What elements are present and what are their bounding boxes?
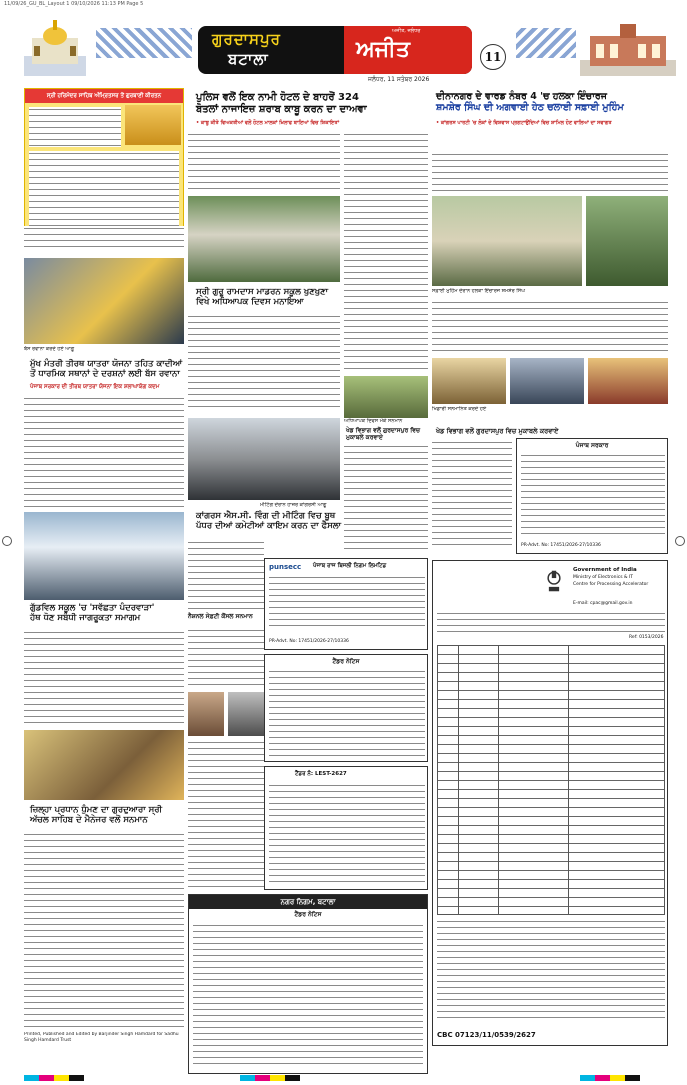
left-strip-text [24, 226, 184, 250]
gurdwara-headline-line2: ਅੱਚਲ ਸਾਹਿਬ ਦੇ ਮੈਨੇਜਰ ਵਲੋਂ ਸਨਮਾਨ [30, 814, 148, 825]
minister-story-text [24, 396, 184, 508]
ward-headline-line1: ਦੀਨਾਨਗਰ ਦੇ ਵਾਰਡ ਨੰਬਰ 4 'ਚ ਹਲਕਾ ਇੰਚਾਰਜ [436, 91, 608, 102]
sports-dept-headline: ਖੇਡ ਵਿਭਾਗ ਵਲੋਂ ਗੁਰਦਾਸਪੁਰ ਵਿਚ ਮੁਕਾਬਲੇ ਕਰਵਾਏ [436, 427, 559, 435]
govt-ministry: Ministry of Electronics & IT [573, 575, 634, 580]
ward-headline-line2: ਸ਼ਮਸ਼ੇਰ ਸਿੰਘ ਦੀ ਅਗਵਾਈ ਹੇਠ ਚਲਾਈ ਸਫ਼ਾਈ ਮੁਹਿੰਮ [436, 101, 624, 113]
congress-photo-caption: ਮੀਟਿੰਗ ਦੌਰਾਨ ਹਾਜ਼ਰ ਕਾਂਗਰਸੀ ਆਗੂ [260, 502, 327, 508]
govt-email: E-mail: cpac@gmail.gov.in [573, 601, 633, 606]
school-headline [196, 288, 346, 308]
color-calibration-bar-center [240, 1075, 300, 1081]
safety-headline: ਨੈਸ਼ਨਲ ਸੇਫ਼ਟੀ ਕੌਂਸਲ ਸਨਮਾਨ [188, 613, 253, 620]
punsecc-title: ਪੰਜਾਬ ਰਾਜ ਬਿਜਲੀ ਨਿਗਮ ਲਿਮਟਿਡ [313, 563, 387, 569]
event-photo-1 [432, 358, 506, 404]
cleanup-drive-photo-1 [432, 196, 582, 286]
punjab-sarkar-ad [516, 438, 668, 554]
hotel-story-text-2 [344, 132, 428, 372]
ward-headline [436, 92, 668, 114]
nagar-nigam-subtitle: ਟੈਂਡਰ ਨੋਟਿਸ [294, 911, 322, 918]
ward-story-text-2 [432, 300, 668, 354]
teachers-day-caption: ਅਧਿਆਪਕ ਦਿਵਸ ਮੌਕੇ ਸਨਮਾਨ [344, 418, 403, 424]
event-photo-2 [510, 358, 584, 404]
logo-brand-small: ਅਜੀਤ, ਜਲੰਧਰ [392, 28, 421, 34]
cleanup-drive-photo-2 [586, 196, 668, 286]
building-illustration-right [580, 20, 676, 76]
group-photo-school [188, 196, 340, 282]
golden-temple-text [29, 107, 121, 147]
masthead [0, 8, 687, 83]
gurdwara-headline-line1: ਜ਼ਿਲ੍ਹਾ ਪ੍ਰਧਾਨ ਧੁੰਮਣ ਦਾ ਗੁਰਦੁਆਰਾ ਸ੍ਰੀ [30, 805, 163, 815]
logo-city-top: ਗੁਰਦਾਸਪੁਰ [212, 30, 281, 48]
nagar-nigam-text [193, 923, 423, 1069]
golden-temple-photo [125, 105, 181, 145]
ceremony-photo [24, 730, 184, 800]
person-portrait-photo [188, 692, 224, 736]
person-portrait-photo-2 [228, 692, 264, 736]
school-headline-line1: ਸ੍ਰੀ ਗੁਰੂ ਰਾਮਦਾਸ ਮਾਡਰਨ ਸਕੂਲ ਖੁਣਖੁਣਾ [196, 287, 329, 297]
gurdwara-headline [30, 806, 184, 826]
sports-caption: ਖਿਡਾਰੀ ਸਨਮਾਨਿਤ ਕਰਦੇ ਹੋਏ [432, 406, 487, 412]
golden-temple-box [24, 88, 184, 248]
printer-imprint: Printed, Published and Edited by Barjinder Singh Hamdard for Sadhu Singh Hamdard Trust [24, 1032, 179, 1043]
hotel-headline-line2: ਬੋਤਲਾਂ ਨਾਜਾਇਜ਼ ਸ਼ਰਾਬ ਕਾਬੂ ਕਰਨ ਦਾ ਦਾਅਵਾ [196, 103, 367, 115]
govt-title: Government of India [573, 567, 637, 573]
safety-story-text [188, 628, 264, 688]
lest-tender-ref: ਟੈਂਡਰ ਨੰ: LEST-2627 [295, 771, 347, 777]
hotel-story-text [188, 132, 340, 192]
tender-notice-title: ਟੈਂਡਰ ਨੋਟਿਸ [332, 658, 360, 665]
congress-headline-line2: ਪੱਧਰ ਦੀਆਂ ਕਮੇਟੀਆਂ ਕਾਇਮ ਕਰਨ ਦਾ ਫੈਸਲਾ [196, 520, 342, 531]
cleanliness-headline-line1: ਗੁੱਡਵਿਲ ਸਕੂਲ 'ਚ 'ਸਵੱਛਤਾ ਪੰਦਰਵਾੜਾ' [30, 603, 155, 613]
nagar-nigam-ad [188, 894, 428, 1074]
punjab-sarkar-text [521, 453, 665, 539]
lest-tender-ad [264, 766, 428, 890]
sports-headline: ਖੇਡ ਵਿਭਾਗ ਵਲੋਂ ਗੁਰਦਾਸਪੁਰ ਵਿਚ ਮੁਕਾਬਲੇ ਕਰਵਾਏ [346, 427, 421, 441]
ward-story-text [432, 152, 668, 192]
decorative-pattern-right [516, 28, 576, 58]
color-calibration-bar-left [24, 1075, 84, 1081]
minister-headline-line2: ਤੋਂ ਧਾਰਮਿਕ ਸਥਾਨਾਂ ਦੇ ਦਰਸ਼ਨਾਂ ਲਈ ਬੱਸ ਰਵਾਨਾ [30, 368, 180, 379]
lest-tender-text [269, 783, 425, 887]
congress-headline [196, 512, 346, 532]
school-headline-line2: ਵਿਖੇ ਅਧਿਆਪਕ ਦਿਵਸ ਮਨਾਇਆ [196, 296, 304, 307]
punsecc-logo: punsecc [269, 563, 302, 571]
tender-notice-ad [264, 654, 428, 762]
event-photo-3 [588, 358, 668, 404]
govt-india-ad [432, 560, 668, 1046]
govt-subtitle: Centre for Processing Accelerator [573, 582, 649, 587]
minister-headline [30, 360, 184, 380]
govt-ad-footer-text [437, 919, 665, 1019]
cbc-code: CBC 07123/11/0539/2627 [437, 1031, 536, 1039]
bus-photo-caption: ਬੱਸ ਰਵਾਨਾ ਕਰਦੇ ਹੋਏ ਆਗੂ [24, 346, 75, 352]
school-students-photo [24, 512, 184, 600]
govt-ad-text [437, 611, 665, 633]
cleanliness-headline [30, 604, 184, 624]
punjab-sarkar-pr-advt: PR-Advt. No: 17451/2026-27/10336 [521, 543, 601, 548]
logo-city-bottom: ਬਟਾਲਾ [228, 50, 269, 68]
logo-brand: ਅਜੀਤ [356, 36, 410, 62]
cleanup-caption: ਸਫ਼ਾਈ ਮੁਹਿੰਮ ਦੌਰਾਨ ਹਲਕਾ ਇੰਚਾਰਜ ਸ਼ਮਸ਼ੇਰ ਸਿੰਘ [432, 288, 525, 294]
national-emblem-icon [543, 567, 565, 595]
registration-mark-right [675, 536, 685, 546]
decorative-pattern-left [96, 28, 192, 58]
issue-date: ਜਲੰਧਰ, 11 ਸਤੰਬਰ 2026 [368, 76, 430, 83]
hotel-headline-line1: ਪੁਲਿਸ ਵਲੋਂ ਇਕ ਨਾਮੀ ਹੋਟਲ ਦੇ ਬਾਹਰੋਂ 324 [196, 92, 359, 103]
logo-brand-box [344, 26, 472, 74]
congress-headline-line1: ਕਾਂਗਰਸ ਐਸ.ਸੀ. ਵਿੰਗ ਦੀ ਮੀਟਿੰਗ ਵਿਚ ਬੂਥ [196, 511, 336, 521]
teachers-day-photo [344, 376, 428, 418]
nagar-nigam-title: ਨਗਰ ਨਿਗਮ, ਬਟਾਲਾ [189, 895, 427, 909]
golden-temple-box-title: ਸ੍ਰੀ ਹਰਿਮੰਦਰ ਸਾਹਿਬ ਅੰਮ੍ਰਿਤਸਰ ਤੋਂ ਗੁਰਬਾਣੀ ਕੀਰਤਨ [25, 89, 183, 103]
gurdwara-story-text [24, 832, 184, 1028]
tender-notice-text [269, 669, 425, 757]
punjab-sarkar-title: ਪੰਜਾਬ ਸਰਕਾਰ [575, 442, 609, 449]
bus-send-off-photo [24, 258, 184, 344]
punsecc-ad [264, 558, 428, 650]
punsecc-ad-text [269, 575, 425, 631]
govt-tender-table [437, 645, 665, 915]
govt-ref: Ref: 0153/2026 [629, 635, 664, 640]
punsecc-pr-advt: PR-Advt. No: 17451/2026-27/10336 [269, 639, 349, 644]
temple-illustration-left [24, 16, 86, 76]
congress-meeting-photo [188, 418, 340, 500]
newspaper-logo [198, 26, 472, 74]
registration-mark-left [2, 536, 12, 546]
school-story-text [188, 314, 340, 412]
cleanliness-headline-line2: ਹੱਥ ਧੋਣ ਸਬੰਧੀ ਜਾਗਰੂਕਤਾ ਸਮਾਗਮ [30, 612, 141, 623]
cleanliness-story-text [24, 630, 184, 726]
ward-subheadline: • ਕਾਂਗਰਸ ਪਾਰਟੀ 'ਚ ਲੋਕਾਂ ਦੇ ਵਿਸ਼ਵਾਸ ਪ੍ਰਗਟਾਉਂਦਿਆਂ ਵਿਚ ਸ਼ਾਮਿਲ ਹੋਣ ਵਾਲਿਆਂ ਦਾ ਸਵਾਗਤ [436, 120, 612, 126]
page-number: 11 [480, 44, 506, 70]
congress-story-text [188, 540, 264, 610]
minister-subheadline: ਪੰਜਾਬ ਸਰਕਾਰ ਦੀ ਤੀਰਥ ਯਾਤਰਾ ਯੋਜਨਾ ਇਕ ਸ਼ਲਾਘਾਯੋਗ ਕਦਮ [30, 384, 160, 390]
hotel-headline [196, 92, 428, 115]
sports-story-text [344, 444, 428, 554]
hotel-subheadline: • ਕਾਬੂ ਕੀਤੇ ਵਿਅਕਤੀਆਂ ਵਲੋਂ ਹੋਟਲ ਮਾਲਕਾਂ ਖ਼ਿਲਾਫ ਥਾਣਿਆਂ ਵਿਚ ਸ਼ਿਕਾਇਤਾਂ [196, 120, 340, 126]
color-calibration-bar-right [580, 1075, 640, 1081]
sports-dept-story-text [432, 440, 512, 550]
minister-headline-line1: ਮੁੱਖ ਮੰਤਰੀ ਤੀਰਥ ਯਾਤਰਾ ਯੋਜਨਾ ਤਹਿਤ ਕਾਦੀਆਂ [30, 359, 183, 369]
safety-story-text-2 [188, 740, 264, 890]
page-slug: 11/09/26_GU_BL_Layout 1 09/10/2026 11:13 PM Page 5 [4, 1, 144, 7]
